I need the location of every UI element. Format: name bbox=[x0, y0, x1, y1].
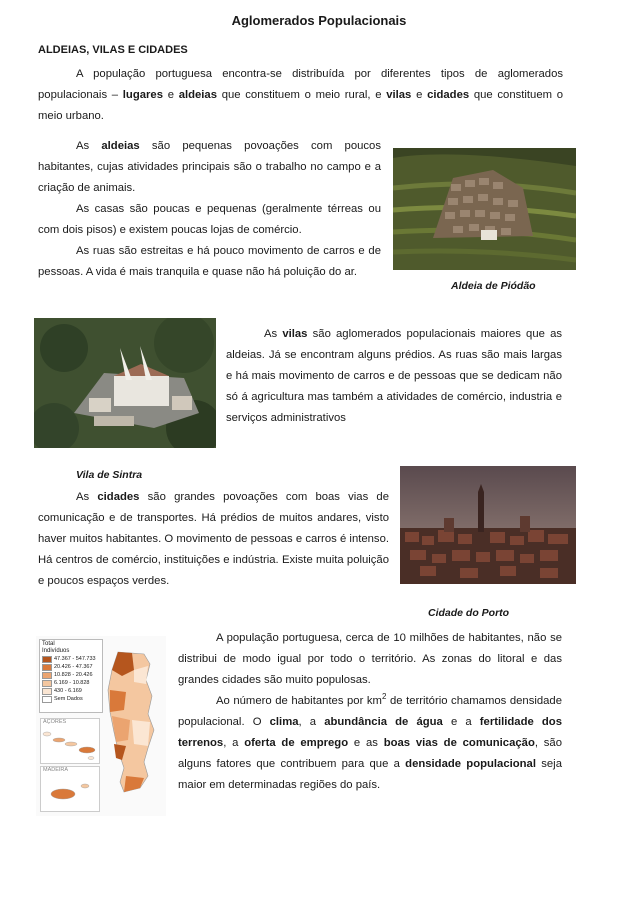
legend-swatch bbox=[42, 672, 52, 679]
legend-swatch bbox=[42, 680, 52, 687]
legend-label: 430 - 6.169 bbox=[54, 688, 82, 694]
vila-sintra-photo bbox=[34, 318, 216, 448]
legend-swatch bbox=[42, 696, 52, 703]
vilas-paragraph: As vilas são aglomerados populacionais maiores que as aldeias. Já se encontram alguns prédios. As ruas são mais largas e há mais movimento de carros e de pessoas que se dedicam não só á agricultura mas também a atividades de comércio, industria e serviços administrativos bbox=[226, 328, 562, 424]
densidade-text bbox=[178, 628, 562, 796]
azores-islands bbox=[41, 726, 99, 762]
legend-swatch bbox=[42, 656, 52, 663]
legend-item bbox=[42, 679, 102, 687]
legend-item bbox=[42, 695, 102, 703]
legend-label: 10.828 - 20.426 bbox=[54, 672, 93, 678]
population-density-map bbox=[36, 636, 166, 816]
section-heading: ALDEIAS, VILAS E CIDADES bbox=[38, 44, 188, 56]
vila-caption: Vila de Sintra bbox=[76, 469, 143, 481]
cidades-text bbox=[38, 487, 389, 592]
cidades-paragraph: As cidades são grandes povoações com boas vias de comunicação e de transportes. Há prédios de muitos andares, visto haver muitos habitantes. O movimento de pessoas e carros é intenso. Há centros de comércio, instituições e indústria. Existe muita poluição e poucos espaços verdes. bbox=[38, 491, 389, 587]
densidade-paragraph-1: A população portuguesa, cerca de 10 milhões de habitantes, não se distribui de modo igual por todo o território. As zonas do litoral e das grandes cidades são muito populosas. bbox=[178, 632, 562, 686]
aldeias-paragraph-3: As ruas são estreitas e há pouco movimento de carros e de pessoas. A vida é mais tranquila e quase não há poluição do ar. bbox=[38, 245, 381, 278]
legend-item bbox=[42, 687, 102, 695]
legend-label: 20.426 - 47.367 bbox=[54, 664, 93, 670]
legend-label: 6.169 - 10.828 bbox=[54, 680, 90, 686]
densidade-paragraph-2: Ao número de habitantes por $km^2$ de território chamamos densidade populacional. O clima, a abundância de água e a fertilidade dos terrenos, a oferta de emprego e as boas vias de comunicação, são alguns fatores que contribuem para que a densidade populacional seja maior em determinadas regiões do país. bbox=[178, 692, 562, 791]
legend-title: Total Indivíduos bbox=[42, 641, 70, 654]
aldeias-paragraph-2: As casas são poucas e pequenas (geralmente térreas ou com dois pisos) e existem poucas lojas de comércio. bbox=[38, 203, 381, 236]
aldeia-caption: Aldeia de Piódão bbox=[451, 280, 536, 292]
legend-swatch bbox=[42, 688, 52, 695]
intro-paragraph: A população portuguesa encontra-se distribuída por diferentes tipos de aglomerados populacionais – lugares e aldeias que constituem o meio rural, e vilas e cidades que constituem o meio urbano. bbox=[38, 68, 564, 122]
aldeias-text bbox=[38, 136, 381, 283]
map-legend bbox=[39, 639, 103, 713]
vilas-text bbox=[226, 324, 562, 429]
aldeias-paragraph-1: As aldeias são pequenas povoações com poucos habitantes, cujas atividades principais são o trabalho no campo e a criação de animais. bbox=[38, 140, 381, 194]
legend-item bbox=[42, 663, 102, 671]
cidade-porto-photo bbox=[400, 466, 576, 584]
legend-item bbox=[42, 655, 102, 663]
madeira-inset: MADEIRA bbox=[40, 766, 100, 812]
cidade-caption: Cidade do Porto bbox=[428, 607, 510, 619]
legend-item bbox=[42, 671, 102, 679]
aldeia-piodao-photo bbox=[393, 148, 576, 270]
azores-inset: AÇORES bbox=[40, 718, 100, 764]
legend-swatch bbox=[42, 664, 52, 671]
page-title: Aglomerados Populacionais bbox=[231, 13, 407, 28]
portugal-map bbox=[104, 650, 160, 800]
legend-label: Sem Dados bbox=[54, 696, 83, 702]
legend-label: 47.367 - 547.733 bbox=[54, 656, 96, 662]
madeira-islands bbox=[41, 774, 99, 810]
